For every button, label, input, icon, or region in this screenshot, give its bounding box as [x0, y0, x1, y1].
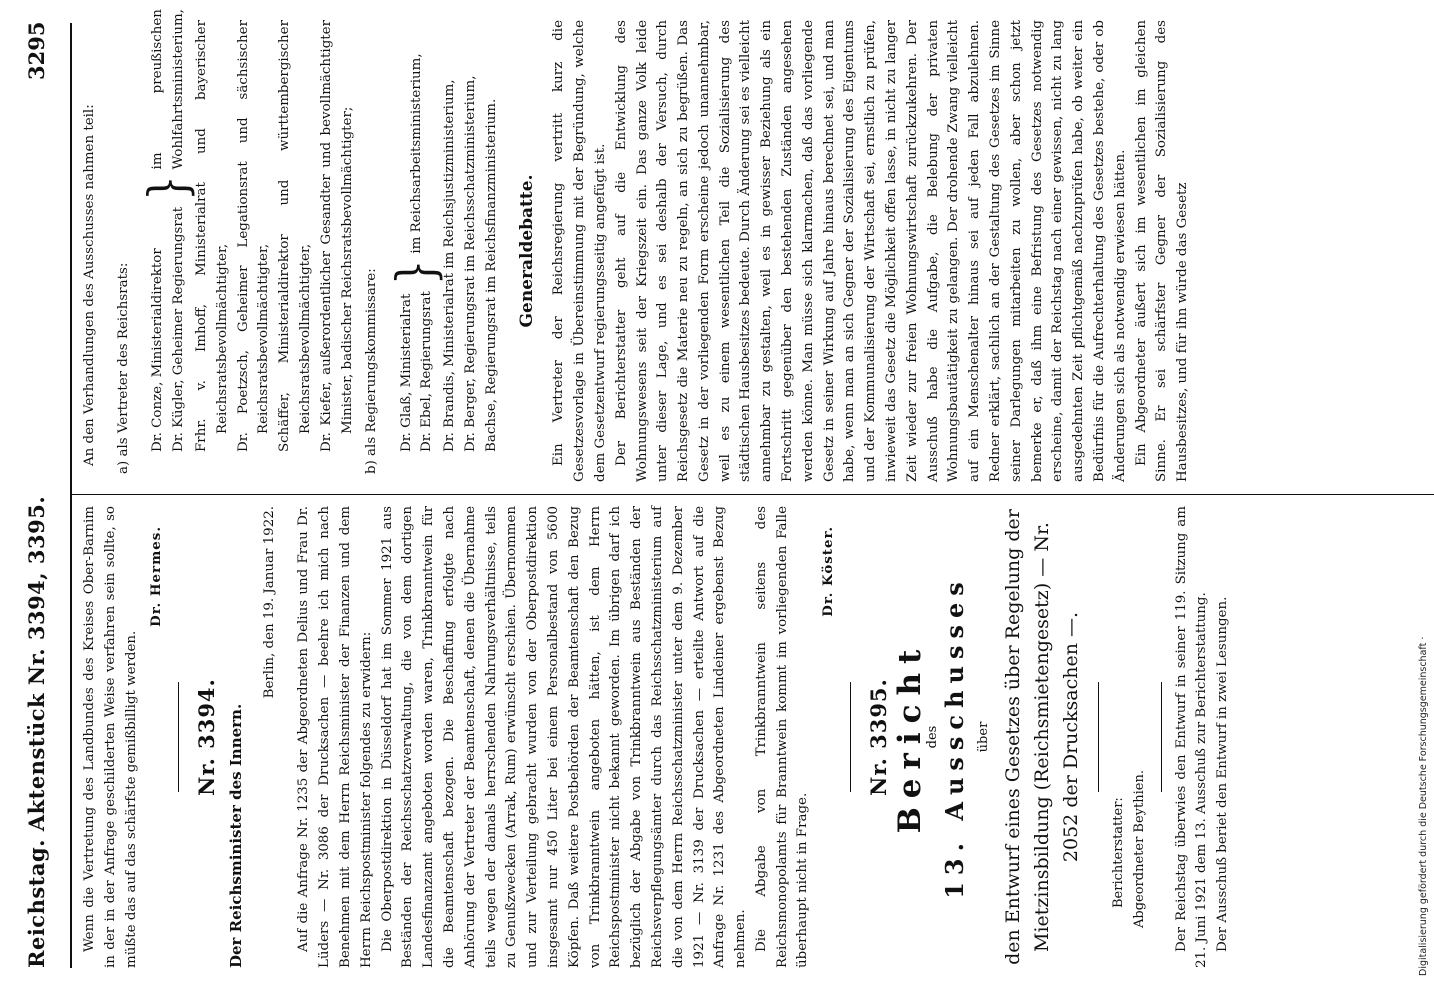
list-item: Bachse, Regierungsrat im Reichsfinanzministerium. [483, 98, 499, 452]
page-number: 3295 [24, 21, 49, 80]
separator [850, 682, 851, 792]
separator [1098, 682, 1099, 792]
list-item: Dr. Poetzsch, Geheimer Legationsrat und sächsischer Reichsratsbevollmächtigter, [235, 20, 272, 452]
heading-nr-3394: Nr. 3394. [194, 678, 220, 796]
participant-name: Dr. Kügler, Geheimer Regierungsrat [171, 206, 187, 452]
list-item: Dr. Kiefer, außerordentlicher Gesandter und bevollmächtigter Minister, badischer Reichsratsbevollmächtigter; [318, 20, 355, 452]
column-rule [70, 494, 1434, 495]
paragraph: Ein Abgeordneter äußert sich im wesentlichen im gleichen Sinne. Er sei schärfster Gegner der Sozialisierung des Hausbesitzes, und für ihn würde das Gesetz [1133, 20, 1191, 482]
digitization-note: Digitalisierung gefördert durch die Deutsche Forschungsgemeinschaft · [1418, 636, 1429, 976]
list-item: Dr. Brandis, Ministerialrat im Reichsjustizministerium, [442, 79, 458, 452]
right-column [80, 9, 1194, 482]
brace-icon: } [139, 175, 200, 201]
section-heading-generaldebatte: Generaldebatte. [516, 174, 537, 328]
minister-heading: Der Reichsminister des Innern. [226, 703, 245, 968]
participants-intro: An den Verhandlungen des Ausschusses nahmen teil: [82, 104, 97, 466]
list-item: Schäffer, Ministerialdirektor und württembergischer Reichsratsbevollmächtigter, [277, 20, 313, 452]
date-line: Berlin, den 19. Januar 1922. [262, 506, 278, 699]
paragraph: Der Berichterstatter geht auf die Entwicklung des Wohnungswesens seit der Kriegszeit ein. Das ganze Volk leide unter dieser Lage, und es sei deshalb der Versuch, durch Reichsgesetz die Materie neu zu regeln, an sich zu begrüßen. Das Gesetz in der vorliegenden Form erscheine jedoch unannehmbar, weil es zu einem wesentlichen Teil die Sozialisierung des städtischen Hausbesitzes bedeute. Durch Änderung sei es vielleicht annehmbar zu gestalten, weil es in gewisser Beziehung als ein Fortschritt gegenüber den bestehenden Zuständen angesehen werden könne. Man müsse sich klarmachen, daß das vorliegende Gesetz in seiner Wirkung auf Jahre hinaus berechnet sei, und man habe, wenn man an sich Gegner der Sozialisierung des Eigentums und der Kommunalisierung der Wirtschaft sei, ernstlich zu prüfen, inwieweit das Gesetz die Möglichkeit offen lasse, in nicht zu langer Zeit wieder zur freien Wohnungswirtschaft zurückzukehren. Der Ausschuß habe die Aufgabe, die Belebung der privaten Wohnungsbautätigkeit zu gelangen. Der drohende Zwang vielleicht auf ein Menschenalter hinaus sei auf jeden Fall abzulehnen. Redner erklärt, sachlich an der Gestaltung des Gesetzes im Sinne seiner Darlegungen mitarbeiten zu wollen, aber schon jetzt bemerke er, daß ihm eine Befristung des Gesetzes notwendig erscheine, damit der Reichstag nach einer gewissen, nicht zu lang ausgedehnten Zeit pflichtgemäß nachzuprüfen habe, ob weiter ein Bedürfnis für die Aufrechterhaltung des Gesetzes bestehe, oder ob Änderungen sich als notwendig erwiesen hätten. [613, 20, 1128, 482]
group-b-bracket [387, 20, 448, 482]
ausschuss-title: 13. Ausschusses [940, 575, 970, 899]
paragraph: Die Abgabe von Trinkbranntwein seitens des Reichsmonopolamts für Branntwein kommt im vorliegenden Falle überhaupt nicht in Frage. [753, 506, 811, 968]
running-header: Reichstag. Aktenstück Nr. 3394, 3395. [24, 495, 49, 968]
group-b-label: b) als Regierungskommissare: [364, 268, 380, 474]
paragraph: Der Ausschuß beriet den Entwurf in zwei Lesungen. [1215, 596, 1231, 952]
paragraph: Die Oberpostdirektion in Düsseldorf hat im Sommer 1921 aus Beständen der Reichsschatzverwaltung, die von dem dortigen Landesfinanzamt angeboten worden waren, Trinkbranntwein für die Beamtenschaft bezogen. Die Beschaffung erfolgte nach Anhörung der Vertreter der Beamtenschaft, denen die Übernahme teils wegen der damals herrschenden Nahrungsverhältnisse, teils zu Genußzwecken (Arrak, Rum) erwünscht erschien. Übernommen und zur Verteilung gebracht wurden von der Oberpostdirektion insgesamt nur 450 Liter bei einem Personalbestand von 5600 Köpfen. Daß weitere Postbehörden der Beamtenschaft den Bezug von Trinkbranntwein angeboten hätten, ist dem Herrn Reichspostminister nicht bekannt geworden. Im übrigen darf ich bezüglich der Abgabe von Trinkbranntwein aus Beständen der Reichsverpflegungsämter durch das Reichsschatzministerium auf die von dem Herrn Reichsschatzminister unter dem 9. Dezember 1921 — Nr. 3139 der Drucksachen — erteilte Antwort auf die Anfrage Nr. 1231 des Abgeordneten Lindeiner ergebenst Bezug nehmen. [379, 506, 749, 968]
signature-hermes: Dr. Hermes. [148, 526, 165, 627]
separator [178, 682, 179, 792]
group-a-label: a) als Vertreter des Reichsrats: [116, 262, 132, 474]
des-word: des [924, 725, 940, 749]
participant-name: Dr. Ebel, Regierungsrat [419, 291, 435, 452]
paragraph: Auf die Anfrage Nr. 1235 der Abgeordneten Delius und Frau Dr. Lüders — Nr. 3086 der Drucksachen — beehre ich mich nach Benehmen mit dem Herrn Reichsminister der Finanzen und dem Herrn Reichspostminister folgendes zu erwidern: [296, 506, 374, 968]
rapporteur-label: Berichterstatter: [1111, 797, 1127, 908]
group-a-list [192, 20, 358, 482]
rapporteur-name: Abgeordneter Beythien. [1131, 770, 1147, 928]
bericht-title: Bericht [891, 640, 928, 834]
participant-name: Dr. Conze, Ministerialdirektor [150, 248, 166, 452]
list-item: Dr. Berger, Regierungsrat im Reichsschatzministerium, [462, 75, 478, 452]
participant-affiliation: im Reichsarbeitsministerium, [408, 53, 424, 254]
paragraph: Ein Vertreter der Reichsregierung vertritt kurz die Gesetzesvorlage in Übereinstimmung mit der Begründung, welche dem Gesetzentwurf regierungsseitig angefügt ist. [551, 20, 608, 482]
participant-affiliation: im preußischen Wohlfahrtsministerium, [150, 9, 187, 170]
list-item: Frhr. v. Imhoff, Ministerialrat und bayerischer Reichsratsbevollmächtigter, [193, 20, 230, 452]
participant-name: Dr. Glaß, Ministerialrat [398, 293, 414, 452]
paragraph: Der Reichstag überwies den Entwurf in seiner 119. Sitzung am 21. Juni 1921 dem 13. Ausschuß zur Berichterstattung. [1173, 506, 1210, 968]
separator [1161, 682, 1162, 792]
left-column [80, 506, 1234, 968]
bill-title: den Entwurf eines Gesetzes über Regelung der Mietzinsbildung (Reichsmietengesetz) — Nr. 2052 der Drucksachen —. [1002, 509, 1083, 965]
group-a-bracket [139, 9, 200, 482]
brace-icon: } [387, 259, 448, 286]
ueber-word: über [976, 721, 992, 753]
signature-koester: Dr. Köster. [820, 526, 837, 617]
header-rule [70, 23, 72, 968]
intro-paragraph: Wenn die Vertretung des Landbundes des Kreises Ober-Barnim in der in der Anfrage geschilderten Weise verfahren sein sollte, so müßte das auf das schärfste gemißbilligt werden. [82, 506, 139, 968]
group-b-list [440, 20, 502, 482]
heading-nr-3395: Nr. 3395. [866, 678, 892, 796]
